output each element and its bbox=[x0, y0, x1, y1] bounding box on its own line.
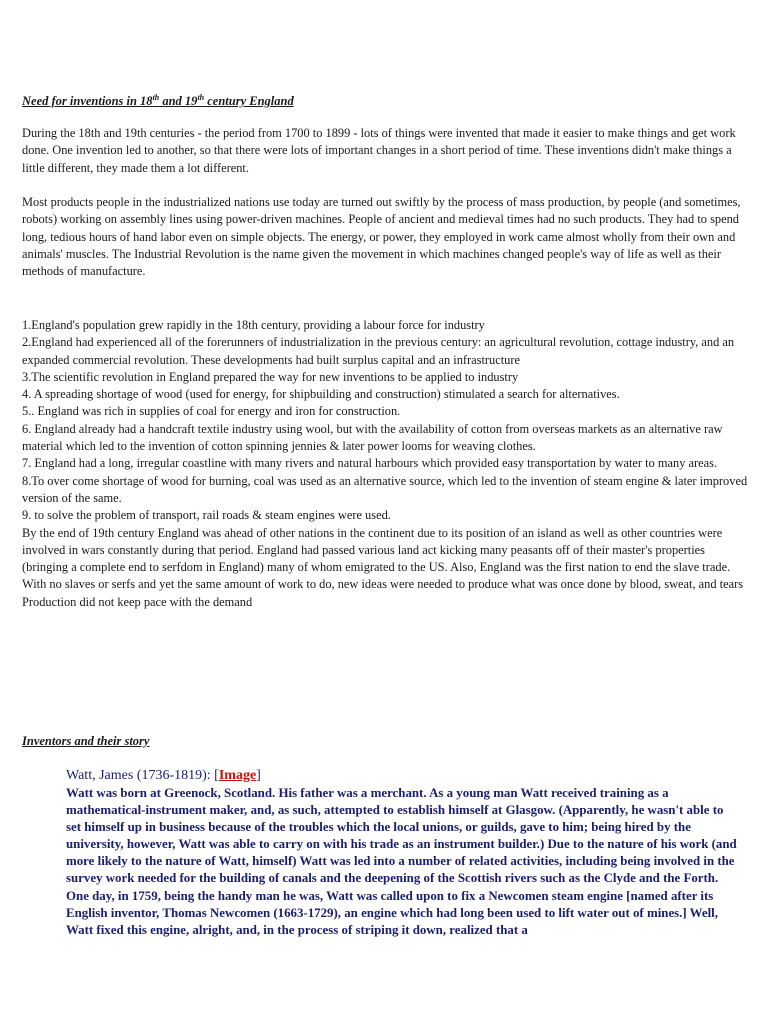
list-item: 2.England had experienced all of the forerunners of industrialization in the previous century: an agricultural revolution, cottage industry, and an expanded commercial revolution. These developments had built surplus capital and an infrastructure bbox=[22, 335, 735, 367]
watt-biography: Watt was born at Greenock, Scotland. His father was a merchant. As a young man Watt received training as a mathematical-instrument maker, and, as such, attempted to establish himself at Glasgow. (Apparently, he wasn't able to set himself up in business because of the troubles which the local unions, or guilds, gave to him; being hired by the university, however, Watt was able to carry on with his trade as an instrument builder.) Due to the nature of his work (and more likely to the nature of Watt, himself) Watt was led into a number of related activities, including being involved in the survey work needed for the building of canals and the deepening of the Scottish rivers such as the Clyde and the Forth. One day, in 1759, being the handy man he was, Watt was called upon to fix a Newcomen steam engine [named after its English inventor, Thomas Newcomen (1663-1729), an engine which had long been used to lift water out of mines.] Well, Watt fixed this engine, alright, and, in the process of striping it down, realized that a bbox=[66, 786, 737, 937]
reasons-list bbox=[22, 317, 752, 611]
heading-text: century England bbox=[204, 94, 294, 109]
list-item: 1.England's population grew rapidly in the 18th century, providing a labour force for industry bbox=[22, 318, 485, 332]
heading-text: and 19 bbox=[159, 94, 198, 109]
section-heading-inventors: Inventors and their story bbox=[22, 734, 150, 748]
watt-entry bbox=[66, 767, 738, 939]
heading-superscript: th bbox=[197, 93, 205, 102]
list-item: 6. England already had a handcraft textile industry using wool, but with the availability of cotton from overseas markets as an alternative raw material which led to the invention of cotton spinning jennies & later power looms for weaving clothes. bbox=[22, 421, 723, 454]
image-link[interactable]: Image bbox=[218, 768, 257, 783]
watt-title-bracket: ] bbox=[256, 768, 261, 783]
heading-text: Need for inventions in 18 bbox=[22, 94, 153, 109]
watt-title bbox=[66, 767, 738, 785]
list-item: 5.. England was rich in supplies of coal for energy and iron for construction. bbox=[22, 404, 401, 419]
list-item: 8.To over come shortage of wood for burning, coal was used as an alternative source, which led to the invention of steam engine & later improved version of the same. bbox=[22, 473, 748, 505]
watt-title-text: Watt, James (1736-1819): [ bbox=[66, 768, 219, 783]
section-heading-need-for-inventions bbox=[22, 93, 294, 109]
list-item: 4. A spreading shortage of wood (used for energy, for shipbuilding and construction) stimulated a search for alternatives. bbox=[22, 387, 620, 402]
list-item: 3.The scientific revolution in England prepared the way for new inventions to be applied to industry bbox=[22, 369, 519, 384]
list-item: Production did not keep pace with the demand bbox=[22, 594, 253, 609]
list-item: 9. to solve the problem of transport, rail roads & steam engines were used. bbox=[22, 508, 391, 523]
heading-superscript: th bbox=[152, 93, 160, 102]
list-item: By the end of 19th century England was ahead of other nations in the continent due to its position of an island as well as other countries were involved in wars constantly during that period. England had passed various land act kicking many peasants off of their master's properties (bringing a complete end to serfdom in England) many of whom emigrated to the US. Also, England was the first nation to end the slave trade. With no slaves or serfs and yet the same amount of work to do, new ideas were needed to produce what was once done by blood, sweat, and tears bbox=[22, 525, 744, 592]
intro-paragraph: During the 18th and 19th centuries - the period from 1700 to 1899 - lots of things were invented that made it easier to make things and get work done. One invention led to another, so that there were lots of important changes in a short period of time. These inventions didn't make things a little different, they made them a lot different. bbox=[22, 126, 736, 175]
mass-production-paragraph: Most products people in the industrialized nations use today are turned out swiftly by the process of mass production, by people (and sometimes, robots) working on assembly lines using power-driven machines. People of ancient and medieval times had no such products. They had to spend long, tedious hours of hand labor even on simple objects. The energy, or power, they employed in work came almost wholly from their own and animals' muscles. The Industrial Revolution is the name given the movement in which machines changed people's way of life as well as their methods of manufacture. bbox=[22, 195, 741, 279]
list-item: 7. England had a long, irregular coastline with many rivers and natural harbours which provided easy transportation by water to many areas. bbox=[22, 456, 718, 471]
